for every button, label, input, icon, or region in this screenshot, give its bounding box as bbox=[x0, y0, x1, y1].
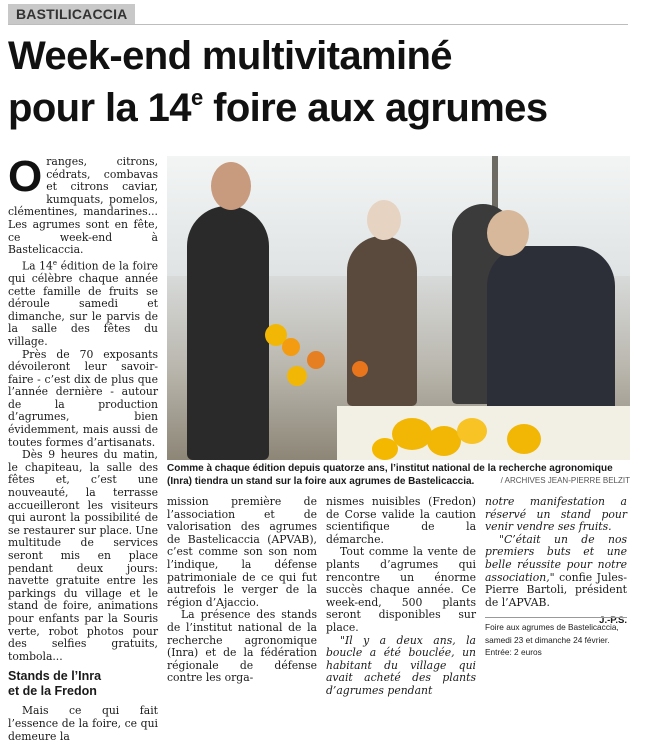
paragraph: La présence des stands de l’institut national de la recherche agronomique (Inra) et de la fédération régionale de défense contre les orga- bbox=[167, 608, 317, 685]
headline-line2-after: foire aux agrumes bbox=[202, 86, 548, 130]
person-head bbox=[487, 210, 529, 256]
rubric-label: BASTILICACCIA bbox=[8, 4, 135, 24]
paragraph: Près de 70 exposants dévoileront leur savoir-faire - c’est dix de plus que l’année dernière - autour de la production d’agrumes, bien évidemment, mais aussi de toutes formes d’artisanats. bbox=[8, 347, 158, 449]
citrus-fruit bbox=[457, 418, 487, 444]
article-column-3 bbox=[326, 496, 476, 698]
headline-line2-before: pour la 14 bbox=[8, 86, 191, 130]
citrus-fruit bbox=[307, 351, 325, 369]
lead-paragraph: Oranges, citrons, cédrats, combavas et citrons caviar, kumquats, pomelos, clémentines, mandarines... Les agrumes sont en fête, ce week-end à Bastelicaccia. bbox=[8, 152, 158, 257]
person-head bbox=[367, 200, 401, 240]
author-signature: J.-P.S. bbox=[599, 615, 627, 627]
paragraph: La 14e édition de la foire qui célèbre chaque année cette famille de fruits se déroule samedi et dimanche, sur le parvis de la salle des fêtes du village. bbox=[8, 258, 158, 348]
citrus-fruit bbox=[372, 438, 398, 460]
event-info-box bbox=[485, 617, 627, 659]
person-left bbox=[187, 206, 269, 460]
citrus-fruit bbox=[352, 361, 368, 377]
drop-cap: O bbox=[8, 152, 43, 201]
paragraph: mission première de l’association et de valorisation des agrumes de Bastelicaccia (APVAB), c’est comme son son nom l’indique, la défense patrimoniale de ce qui fut autrefois le verger de la région d’Ajaccio. bbox=[167, 495, 317, 609]
info-line: Foire aux agrumes de Bastelicaccia, bbox=[485, 622, 619, 632]
headline bbox=[8, 30, 638, 134]
info-line: samedi 23 et dimanche 24 février. bbox=[485, 634, 610, 645]
info-line: Entrée: 2 euros bbox=[485, 647, 542, 657]
photo-caption: Comme à chaque édition depuis quatorze ans, l’institut national de la recherche agronomique (Inra) tiendra un stand sur la foire aux agrumes de Bastelicaccia. bbox=[167, 463, 613, 487]
citrus-fruit bbox=[392, 418, 432, 450]
citrus-fruit bbox=[282, 338, 300, 356]
headline-superscript: e bbox=[190, 85, 203, 110]
paragraph: notre manifestation a réservé un stand pour venir vendre ses fruits. bbox=[485, 495, 627, 534]
person-head bbox=[211, 162, 251, 210]
paragraph: "Il y a deux ans, la boucle a été bouclée, un habitant du village qui avait acheté des plants d’agrumes pendant bbox=[326, 633, 476, 697]
citrus-fruit bbox=[427, 426, 461, 456]
article-photo bbox=[167, 156, 630, 460]
article-column-2 bbox=[167, 496, 317, 685]
citrus-fruit bbox=[287, 366, 307, 386]
paragraph: "C’était un de nos premiers buts et une belle réussite pour notre association," confie Jules-Pierre Bartoli, président de l’APVAB. bbox=[485, 532, 627, 609]
section-rubric bbox=[8, 4, 628, 25]
headline-line1: Week-end multivitaminé bbox=[8, 34, 452, 78]
photo-credit: / ARCHIVES JEAN-PIERRE BELZIT bbox=[500, 476, 630, 485]
person-center bbox=[347, 236, 417, 406]
subheading: Stands de l’Inra et de la Fredon bbox=[8, 669, 102, 699]
article-column-1 bbox=[8, 152, 158, 743]
paragraph: Mais ce qui fait l’essence de la foire, ce qui demeure la bbox=[8, 704, 158, 743]
citrus-fruit bbox=[507, 424, 541, 454]
article-column-4 bbox=[485, 496, 627, 628]
paragraph: Dès 9 heures du matin, le chapiteau, la salle des fêtes et, c’est une nouveauté, la terrasse accueilleront les visiteurs qui auront la possibilité de se restaurer sur place. Une multitude de services seront mis en place pendant deux jours: navette gratuite entre les parkings du village et le stand de foire, animations pour enfants par la Souris verte, robot photos pour des selfies gratuits, tombola... bbox=[8, 448, 158, 663]
paragraph: nismes nuisibles (Fredon) de Corse valide la caution scientifique de la démarche. bbox=[326, 495, 476, 546]
paragraph: Tout comme la vente de plants d’agrumes qui rencontre un énorme succès chaque année. Ce week-end, 500 plants seront disponibles sur place. bbox=[326, 545, 476, 634]
